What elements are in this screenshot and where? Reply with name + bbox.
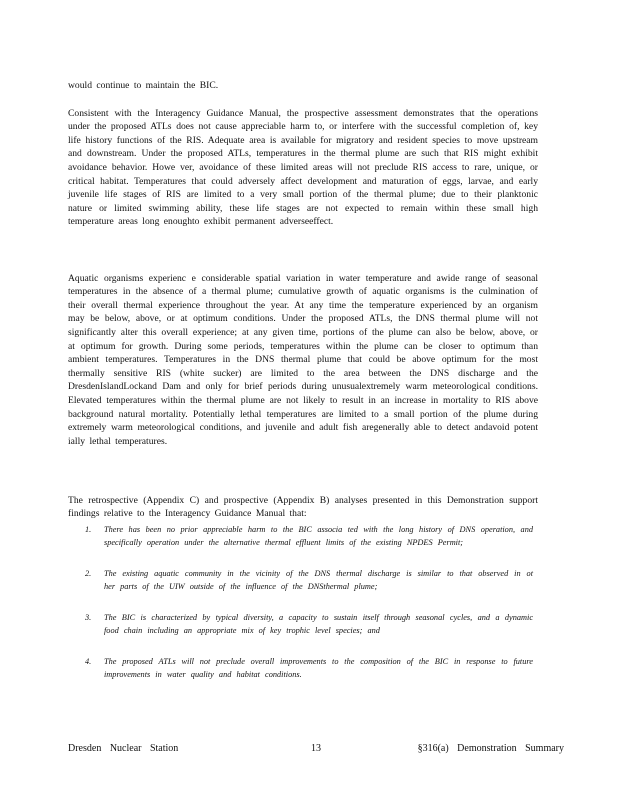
finding-text: The BIC is characterized by typical diversity, a capacity to sustain itself through seasonal cycles, and a dynamic food chain including an appropriate mix of key trophic level species; and (104, 613, 533, 635)
finding-text: The proposed ATLs will not preclude overall improvements to the composition of the BIC in response to future improvements in water quality and habitat conditions. (104, 657, 533, 679)
finding-item (85, 567, 533, 593)
paragraph-findings-intro: The retrospective (Appendix C) and prospective (Appendix B) analyses presented in this Demonstration support findings relative to the Interagency Guidance Manual that: (68, 494, 538, 520)
paragraph-continuation: would continue to maintain the BIC. (68, 79, 219, 91)
finding-item (85, 655, 533, 681)
findings-list (85, 523, 533, 699)
paragraph-aquatic-organisms: Aquatic organisms experienc e considerable spatial variation in water temperature and awide range of seasonal temperatures in the absence of a thermal plume; cumulative growth of aquatic organisms is the culmination of their overall thermal experience throughout the year. At any time the temperature experienced by an organism may be below, above, or at optimum conditions. Under the proposed ATLs, the DNS thermal plume will not significantly alter this overall experience; at any given time, portions of the plume can also be below, above, or at optimum for growth. During some periods, temperatures within the plume can be closer to optimum than ambient temperatures. Temperatures in the DNS thermal plume that could be above optimum for the most thermally sensitive RIS (white sucker) are limited to the area between the DNS discharge and the DresdenIslandLockand Dam and only for brief periods during unusualextremely warm meteorological conditions. Elevated temperatures within the thermal plume are not likely to result in an increase in mortality to RIS above background natural mortality. Potentially lethal temperatures are limited to a small portion of the plume during extremely warm meteorological conditions, and juvenile and adult fish aregenerally able to detect andavoid potent ially lethal temperatures. (68, 272, 538, 447)
finding-number: 1. (85, 525, 92, 534)
footer-page-number: 13 (311, 743, 321, 754)
finding-item (85, 611, 533, 637)
finding-number: 4. (85, 657, 92, 666)
finding-item (85, 523, 533, 549)
finding-text: The existing aquatic community in the vicinity of the DNS thermal discharge is similar to that observed in ot her parts of the UIW outside of the influence of the DNSthermal plume; (104, 569, 533, 591)
finding-text: There has been no prior appreciable harm to the BIC associa ted with the long history of DNS operation, and specifically operation under the alternative thermal effluent limits of the existing NPDES Permit; (104, 525, 533, 547)
paragraph-prospective-assessment: Consistent with the Interagency Guidance Manual, the prospective assessment demonstrates that the operations under the proposed ATLs does not cause appreciable harm to, or interfere with the successful completion of, key life history functions of the RIS. Adequate area is available for migratory and resident species to move upstream and downstream. Under the proposed ATLs, temperatures in the thermal plume are such that RIS might exhibit avoidance behavior. Howe ver, avoidance of these limited areas will not preclude RIS access to rare, unique, or critical habitat. Temperatures that could adversely affect development and maturation of eggs, larvae, and early juvenile life stages of RIS are limited to a very small portion of the thermal plume; due to their planktonic nature or limited swimming ability, these life stages are not expected to remain within these small high temperature areas long enoughto exhibit permanent adverseeffect. (68, 107, 538, 228)
footer-document-title: §316(a) Demonstration Summary (417, 743, 564, 754)
finding-number: 2. (85, 569, 92, 578)
finding-number: 3. (85, 613, 92, 622)
page-footer (68, 742, 564, 756)
footer-station-name: Dresden Nuclear Station (68, 743, 179, 754)
